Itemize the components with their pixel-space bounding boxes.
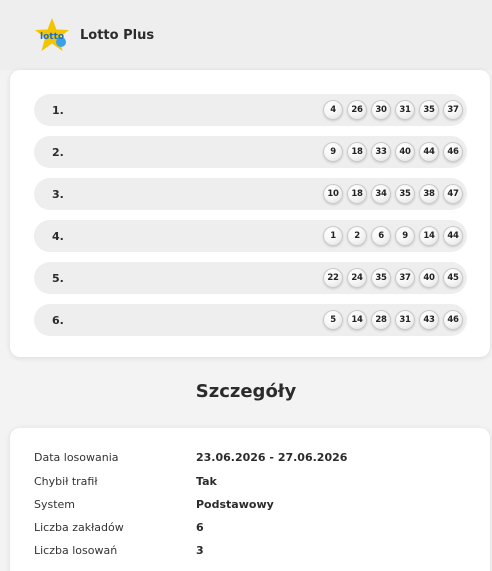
number-ball: 18 [347,184,367,204]
number-ball: 31 [395,100,415,120]
bet-numbers [319,100,463,120]
number-ball: 40 [395,142,415,162]
number-ball: 40 [419,268,439,288]
bet-numbers [319,226,463,246]
number-ball: 9 [323,142,343,162]
number-ball: 2 [347,226,367,246]
bet-index: 3. [52,187,64,201]
number-ball: 9 [395,226,415,246]
bet-row [34,304,467,336]
number-ball: 6 [371,226,391,246]
bet-row [34,220,467,252]
number-ball: 30 [371,100,391,120]
number-ball: 44 [443,226,463,246]
app-title: Lotto Plus [80,27,155,43]
detail-row-system [34,495,474,513]
number-ball: 28 [371,310,391,330]
bet-row [34,94,467,126]
detail-value: 6 [196,520,204,534]
bet-row [34,136,467,168]
details-title: Szczegóły [195,381,297,402]
detail-label: Data losowania [34,450,119,464]
bet-index: 1. [52,103,64,117]
number-ball: 35 [395,184,415,204]
number-ball: 37 [443,100,463,120]
number-ball: 44 [419,142,439,162]
number-ball: 38 [419,184,439,204]
number-ball: 5 [323,310,343,330]
number-ball: 26 [347,100,367,120]
number-ball: 47 [443,184,463,204]
detail-row-draw-count [34,541,474,559]
number-ball: 35 [419,100,439,120]
detail-value: Tak [196,474,217,488]
bet-numbers [319,268,463,288]
lotto-logo-icon [34,17,70,53]
number-ball: 24 [347,268,367,288]
details-card [10,428,490,571]
detail-row-draw-date [34,448,474,466]
number-ball: 14 [347,310,367,330]
number-ball: 33 [371,142,391,162]
bet-index: 6. [52,313,64,327]
number-ball: 46 [443,310,463,330]
svg-text:lotto: lotto [40,32,65,42]
detail-value: 3 [196,543,204,557]
number-ball: 45 [443,268,463,288]
bet-row [34,262,467,294]
detail-value: Podstawowy [196,497,274,511]
number-ball: 35 [371,268,391,288]
bet-numbers [319,310,463,330]
bet-index: 5. [52,271,64,285]
app-header [0,0,492,70]
number-ball: 37 [395,268,415,288]
detail-label: System [34,497,76,511]
detail-row-bet-count [34,518,474,536]
number-ball: 22 [323,268,343,288]
detail-row-quick-pick [34,472,474,490]
number-ball: 31 [395,310,415,330]
bet-index: 4. [52,229,64,243]
number-ball: 1 [323,226,343,246]
number-ball: 4 [323,100,343,120]
detail-label: Liczba losowań [34,543,118,557]
bet-row [34,178,467,210]
bet-numbers [319,142,463,162]
number-ball: 18 [347,142,367,162]
bet-index: 2. [52,145,64,159]
number-ball: 46 [443,142,463,162]
bets-card [10,70,490,357]
detail-label: Liczba zakładów [34,520,124,534]
bet-numbers [319,184,463,204]
detail-value: 23.06.2026 - 27.06.2026 [196,450,348,464]
detail-label: Chybił trafił [34,474,98,488]
number-ball: 34 [371,184,391,204]
number-ball: 10 [323,184,343,204]
number-ball: 43 [419,310,439,330]
number-ball: 14 [419,226,439,246]
